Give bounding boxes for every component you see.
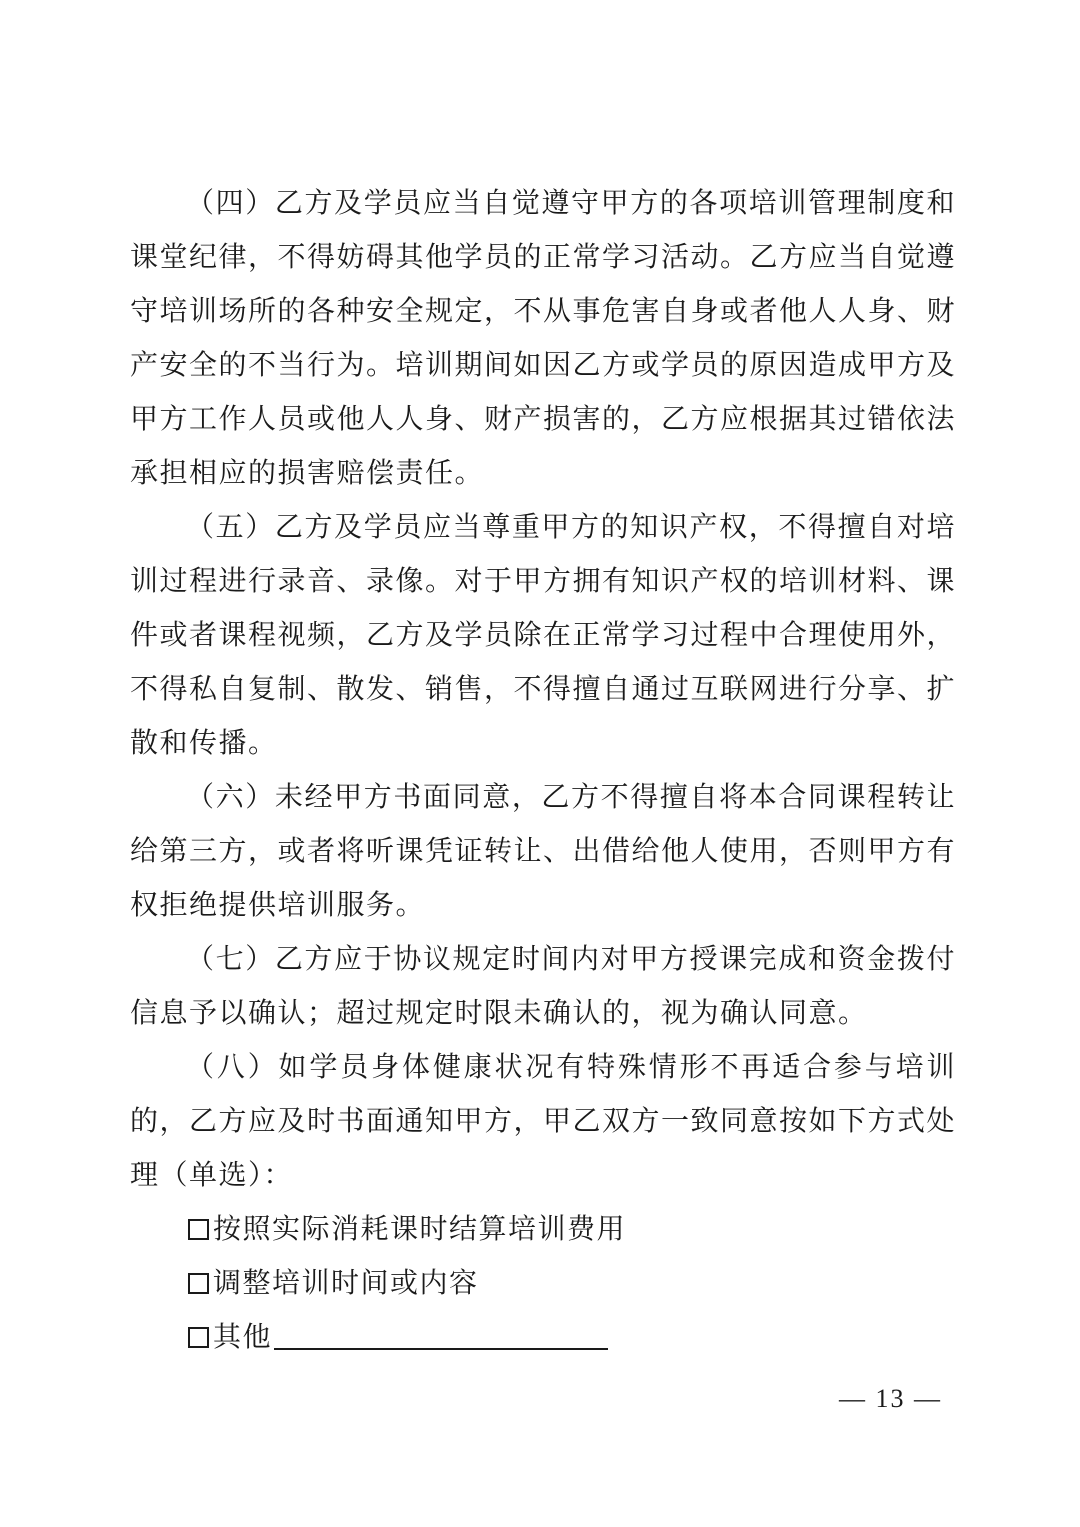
page-number: — 13 — <box>839 1384 942 1413</box>
checkbox-icon[interactable] <box>188 1327 209 1348</box>
option-label: 其他 <box>213 1320 273 1353</box>
option-label: 按照实际消耗课时结算培训费用 <box>213 1212 627 1245</box>
clause-5: （五）乙方及学员应当尊重甲方的知识产权，不得擅自对培训过程进行录音、录像。对于甲方拥有知识产权的培训材料、课件或者课程视频，乙方及学员除在正常学习过程中合理使用外，不得私自复制、散发、销售，不得擅自通过互联网进行分享、扩散和传播。 <box>130 510 957 759</box>
fill-in-blank-line[interactable] <box>274 1324 608 1350</box>
option-other[interactable] <box>130 1310 956 1364</box>
option-adjust-schedule[interactable] <box>130 1256 956 1310</box>
clause-6: （六）未经甲方书面同意，乙方不得擅自将本合同课程转让给第三方，或者将听课凭证转让、出借给他人使用，否则甲方有权拒绝提供培训服务。 <box>130 780 957 921</box>
option-settle-by-hours[interactable] <box>130 1202 956 1256</box>
clause-7: （七）乙方应于协议规定时间内对甲方授课完成和资金拨付信息予以确认；超过规定时限未确认的，视为确认同意。 <box>130 942 956 1029</box>
document-body <box>130 176 956 1364</box>
clause-4: （四）乙方及学员应当自觉遵守甲方的各项培训管理制度和课堂纪律，不得妨碍其他学员的正常学习活动。乙方应当自觉遵守培训场所的各种安全规定，不从事危害自身或者他人人身、财产安全的不当行为。培训期间如因乙方或学员的原因造成甲方及甲方工作人员或他人人身、财产损害的，乙方应根据其过错依法承担相应的损害赔偿责任。 <box>130 186 957 489</box>
option-label: 调整培训时间或内容 <box>213 1266 479 1299</box>
clause-8: （八）如学员身体健康状况有特殊情形不再适合参与培训的，乙方应及时书面通知甲方，甲乙双方一致同意按如下方式处理（单选）： <box>130 1050 957 1191</box>
checkbox-icon[interactable] <box>188 1273 209 1294</box>
checkbox-icon[interactable] <box>188 1219 209 1240</box>
